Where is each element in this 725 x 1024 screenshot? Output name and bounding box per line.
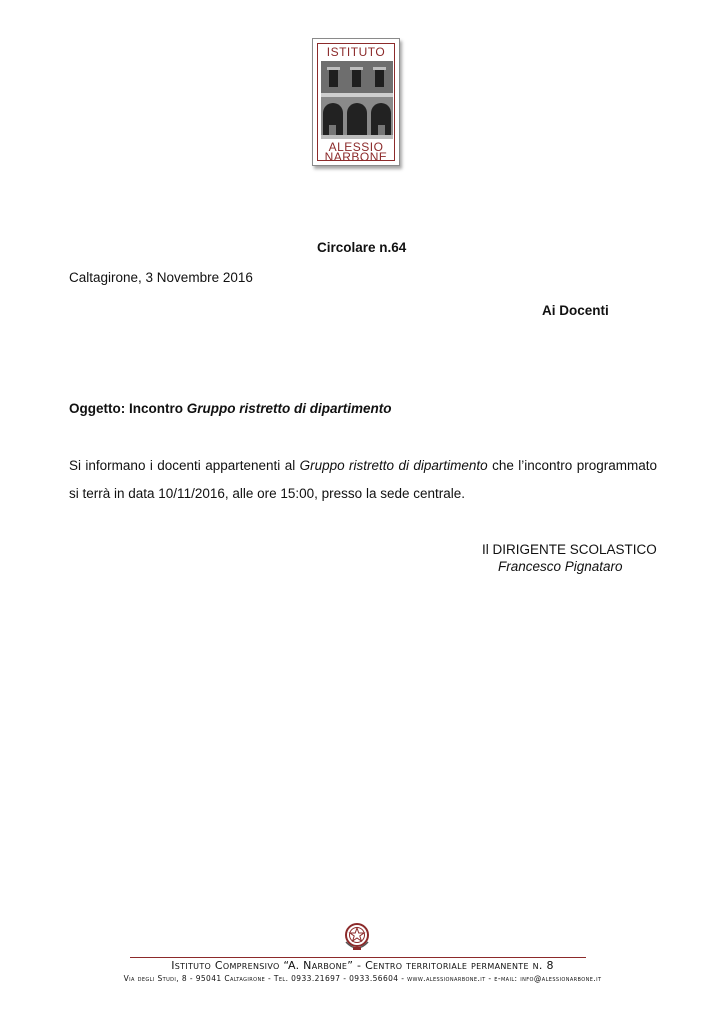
body-italic: Gruppo ristretto di dipartimento — [299, 458, 488, 473]
logo-text-narbone: NARBONE — [324, 150, 388, 164]
signature-name: Francesco Pignataro — [498, 559, 623, 574]
date-place: Caltagirone, 3 Novembre 2016 — [69, 270, 253, 285]
logo-text-alessio: ALESSIO — [328, 140, 384, 154]
logo-frame — [317, 43, 395, 164]
subject-line — [69, 401, 391, 417]
body-part2: che l’incontro programmato si terrà in data 10/11/2016, alle ore 15:00, presso la sede centrale. — [69, 458, 657, 501]
footer-contacts: Via degli Studi, 8 - 95041 Caltagirone - Tel. 0933.21697 - 0933.56604 - www.alessionarbone.it - e-mail: info@alessionarbone.it — [123, 974, 602, 983]
subject-label: Oggetto: Incontro — [69, 401, 187, 416]
logo-text-istituto: ISTITUTO — [326, 45, 386, 59]
circolare-number: Circolare n.64 — [317, 240, 407, 255]
body-paragraph — [69, 452, 657, 508]
building-facade-image — [321, 61, 393, 139]
body-part1: Si informano i docenti appartenenti al — [69, 458, 300, 473]
republic-emblem-icon — [342, 920, 372, 954]
footer-divider — [130, 957, 586, 958]
school-logo — [312, 38, 400, 166]
subject-title: Gruppo ristretto di dipartimento — [186, 401, 392, 416]
recipient: Ai Docenti — [542, 303, 609, 318]
footer-institute: Istituto Comprensivo “A. Narbone” - Centro territoriale permanente n. 8 — [171, 959, 554, 972]
signature-role: Il DIRIGENTE SCOLASTICO — [482, 542, 657, 557]
